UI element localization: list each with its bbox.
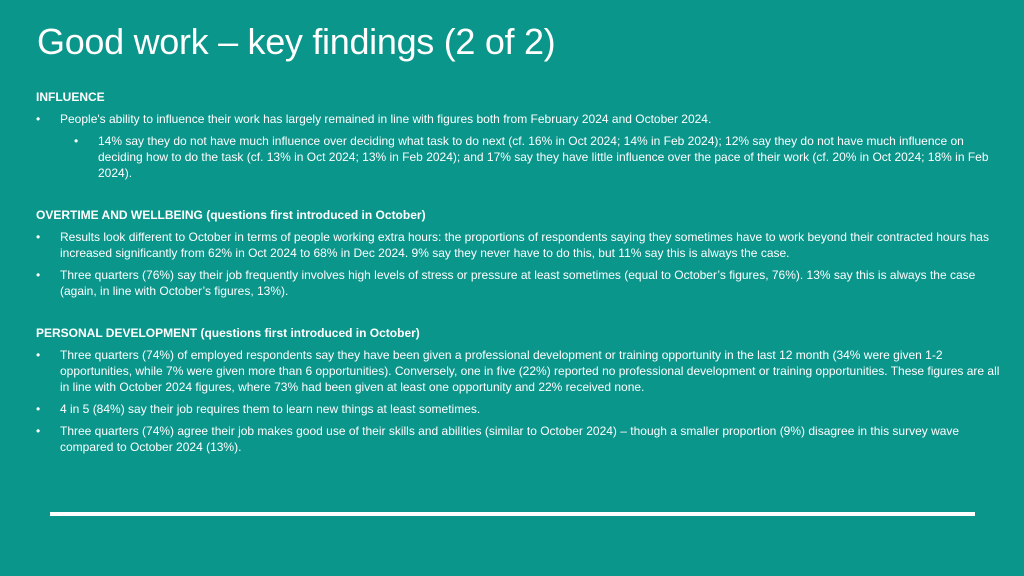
bullet-marker: • xyxy=(36,348,41,362)
page-title: Good work – key findings (2 of 2) xyxy=(37,21,556,62)
bullet-item xyxy=(36,423,1002,455)
section-heading: INFLUENCE xyxy=(36,90,105,104)
section-heading: OVERTIME AND WELLBEING (questions first introduced in October) xyxy=(36,208,426,222)
section-heading: PERSONAL DEVELOPMENT (questions first introduced in October) xyxy=(36,326,420,340)
footer-divider xyxy=(50,512,975,516)
bullet-marker: • xyxy=(36,112,41,126)
bullet-marker: • xyxy=(36,424,41,438)
sub-bullet-text: 14% say they do not have much influence over deciding what task to do next (cf. 16% in Oct 2024; 14% in Feb 2024); 12% say they do not have much influence on deciding how to do the task (cf. 13% in Oct 2024; 13% in Feb 2024); and 17% say they have little influence over the pace of their work (cf. 20% in Oct 2024; 18% in Feb 2024). xyxy=(98,134,989,180)
bullet-text: 4 in 5 (84%) say their job requires them to learn new things at least sometimes. xyxy=(60,402,481,416)
bullet-item xyxy=(36,401,1002,417)
bullet-marker: • xyxy=(36,230,41,244)
section-spacer xyxy=(36,187,1002,207)
bullet-item xyxy=(36,229,1002,261)
bullet-marker: • xyxy=(36,268,41,282)
section-influence xyxy=(36,89,1002,181)
bullet-text: Three quarters (74%) agree their job makes good use of their skills and abilities (similar to October 2024) – though a smaller proportion (9%) disagree in this survey wave compared to October 2024 (13%). xyxy=(60,424,960,454)
section-overtime-wellbeing xyxy=(36,207,1002,299)
slide-body xyxy=(36,89,1002,461)
bullet-item xyxy=(36,267,1002,299)
bullet-text: People's ability to influence their work has largely remained in line with figures both from February 2024 and October 2024. xyxy=(60,112,712,126)
sub-bullet-item xyxy=(36,133,1002,181)
bullet-item xyxy=(36,111,1002,127)
bullet-marker: • xyxy=(36,402,41,416)
bullet-marker: • xyxy=(74,134,79,148)
bullet-item xyxy=(36,347,1002,395)
bullet-text: Three quarters (76%) say their job frequently involves high levels of stress or pressure at least sometimes (equal to October’s figures, 76%). 13% say this is always the case (again, in line with October’s figures, 13%). xyxy=(60,268,976,298)
bullet-text: Three quarters (74%) of employed respondents say they have been given a professional development or training opportunity in the last 12 month (34% were given 1-2 opportunities, while 7% were given more than 6 opportunities). Conversely, one in five (22%) reported no professional development or training opportunities. These figures are all in line with October 2024 figures, where 73% had been given at least one opportunity and 22% received none. xyxy=(60,348,1000,394)
section-personal-development xyxy=(36,325,1002,455)
section-spacer xyxy=(36,305,1002,325)
bullet-text: Results look different to October in terms of people working extra hours: the proportions of respondents saying they sometimes have to work beyond their contracted hours has increased significantly from 62% in Oct 2024 to 68% in Dec 2024. 9% say they never have to do this, but 11% say this is always the case. xyxy=(60,230,989,260)
